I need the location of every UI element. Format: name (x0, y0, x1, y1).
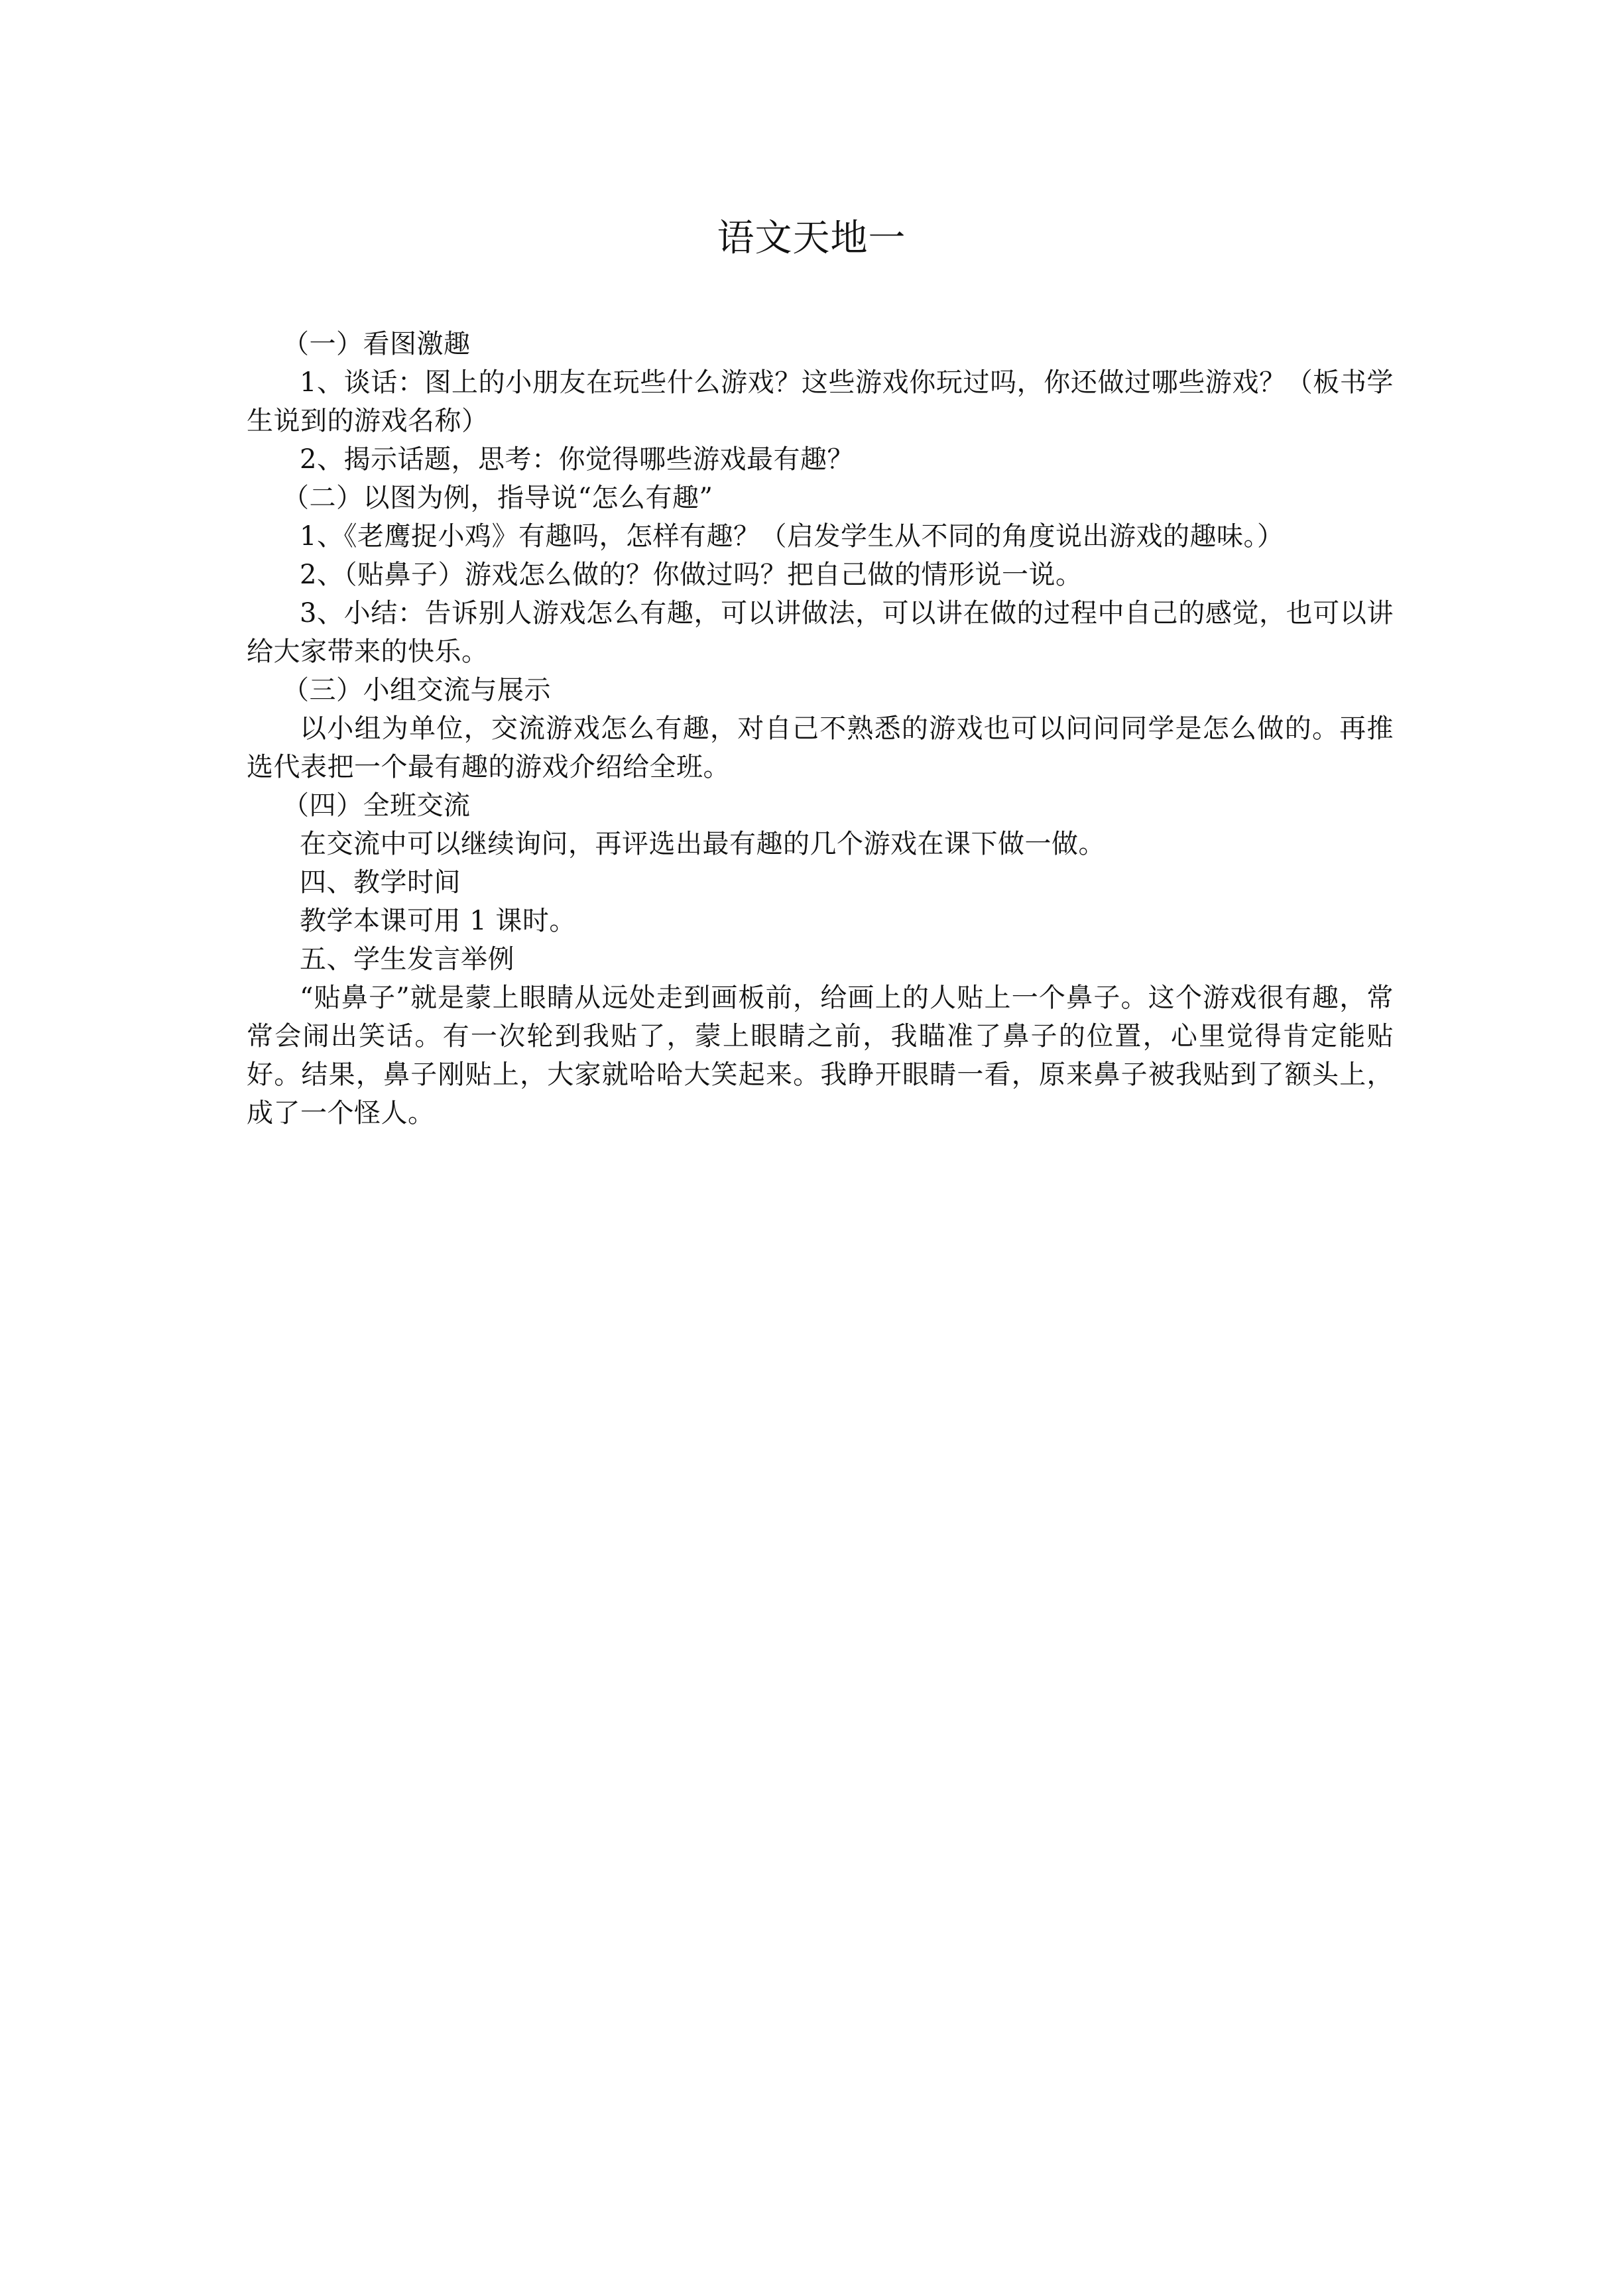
paragraph-class-exchange: 在交流中可以继续询问，再评选出最有趣的几个游戏在课下做一做。 (300, 829, 1105, 859)
section-heading-3: （三）小组交流与展示 (282, 675, 551, 705)
section-heading-4: （四）全班交流 (282, 790, 471, 821)
section-heading-1: （一）看图激趣 (282, 329, 471, 359)
document-body (247, 325, 1394, 1132)
paragraph-teaching-time: 教学本课可用 1 课时。 (300, 906, 576, 936)
paragraph-topic: 2、揭示话题，思考：你觉得哪些游戏最有趣？ (300, 444, 854, 475)
section-heading-2: （二）以图为例，指导说“怎么有趣” (282, 483, 713, 513)
paragraph-eagle-game: 1、《老鹰捉小鸡》有趣吗，怎样有趣？（启发学生从不同的角度说出游戏的趣味。） (300, 521, 1284, 552)
document-title: 语文天地一 (717, 217, 906, 260)
section-heading-student-examples: 五、学生发言举例 (300, 944, 514, 975)
paragraph-nose-game: 2、（贴鼻子）游戏怎么做的？你做过吗？把自己做的情形说一说。 (300, 560, 1083, 590)
paragraph-student-example: “贴鼻子”就是蒙上眼睛从远处走到画板前，给画上的人贴上一个鼻子。这个游戏很有趣，常常会闹出笑话。有一次轮到我贴了，蒙上眼睛之前，我瞄准了鼻子的位置，心里觉得肯定能贴好。结果，鼻子刚贴上，大家就哈哈大笑起来。我睁开眼睛一看，原来鼻子被我贴到了额头上，成了一个怪人。 (247, 983, 1394, 1128)
paragraph-talk: 1、谈话：图上的小朋友在玩些什么游戏？这些游戏你玩过吗，你还做过哪些游戏？（板书学生说到的游戏名称） (247, 367, 1394, 436)
section-heading-teaching-time: 四、教学时间 (300, 867, 461, 898)
paragraph-group-exchange: 以小组为单位，交流游戏怎么有趣，对自己不熟悉的游戏也可以问问同学是怎么做的。再推选代表把一个最有趣的游戏介绍给全班。 (247, 713, 1394, 782)
paragraph-summary: 3、小结：告诉别人游戏怎么有趣，可以讲做法，可以讲在做的过程中自己的感觉，也可以讲给大家带来的快乐。 (247, 598, 1394, 667)
